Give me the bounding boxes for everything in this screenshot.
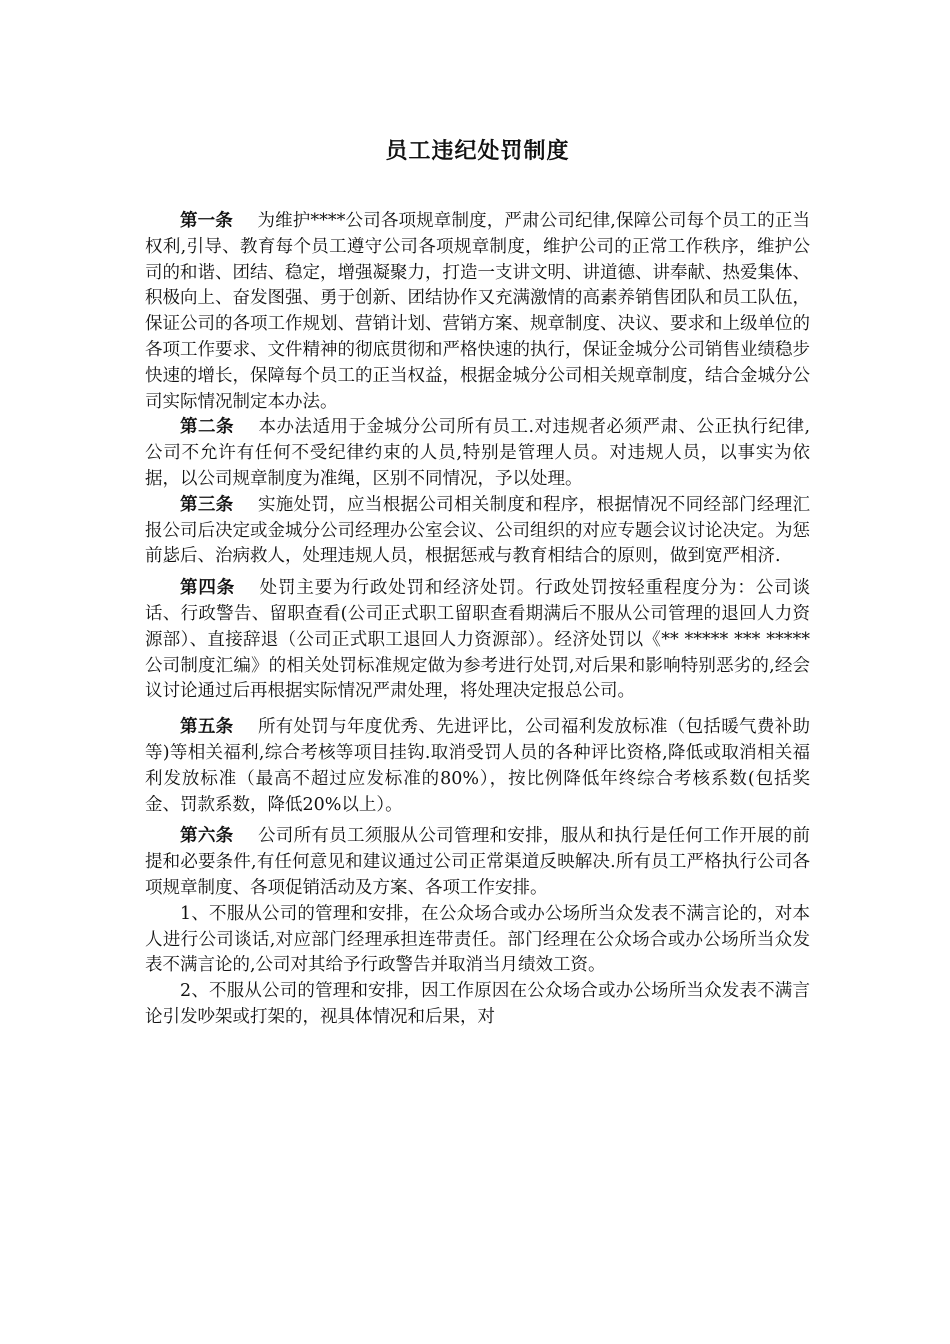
article-1 — [145, 209, 810, 415]
article-text: 处罚主要为行政处罚和经济处罚。行政处罚按轻重程度分为：公司谈话、行政警告、留职查看(公司正式职工留职查看期满后不服从公司管理的退回人力资源部）、直接辞退（公司正式职工退回人力资源部）。经济处罚以《** ***** *** *****公司制度汇编》的相关处罚标准规定做为参考进行处罚,对后果和影响特别恶劣的,经会议讨论通过后再根据实际情况严肃处理，将处理决定报总公司。 — [145, 578, 810, 702]
article-label: 第三条 — [180, 494, 234, 515]
article-label: 第五条 — [180, 717, 234, 738]
list-item-2: 2、不服从公司的管理和安排，因工作原因在公众场合或办公场所当众发表不满言论引发吵架或打架的，视具体情况和后果，对 — [145, 981, 810, 1027]
list-item-1: 1、不服从公司的管理和安排，在公众场合或办公场所当众发表不满言论的，对本人进行公司谈话,对应部门经理承担连带责任。部门经理在公众场合或办公场所当众发表不满言论的,公司对其给予行政警告并取消当月绩效工资。 — [145, 903, 810, 976]
article-label: 第四条 — [180, 578, 236, 599]
article-3 — [145, 493, 810, 570]
document-title: 员工违纪处罚制度 — [385, 138, 570, 164]
article-label: 第一条 — [180, 211, 233, 231]
article-label: 第二条 — [180, 417, 234, 438]
article-5 — [145, 715, 810, 818]
article-text: 实施处罚，应当根据公司相关制度和程序，根据情况不同经部门经理汇报公司后决定或金城分公司经理办公室会议、公司组织的对应专题会议讨论决定。为惩前毖后、治病救人，处理违规人员，根据惩戒与教育相结合的原则，做到宽严相济. — [145, 494, 811, 567]
article-text: 所有处罚与年度优秀、先进评比，公司福利发放标准（包括暖气费补助等)等相关福利,综合考核等项目挂钩.取消受罚人员的各种评比资格,降低或取消相关福利发放标准（最高不超过应发标准的80%），按比例降低年终综合考核系数(包括奖金、罚款系数，降低20%以上）。 — [145, 717, 811, 815]
article-label: 第六条 — [180, 826, 234, 847]
article-text: 为维护****公司各项规章制度，严肃公司纪律,保障公司每个员工的正当权利,引导、教育每个员工遵守公司各项规章制度，维护公司的正常工作秩序，维护公司的和谐、团结、稳定，增强凝聚力，打造一支讲文明、讲道德、讲奉献、热爱集体、积极向上、奋发图强、勇于创新、团结协作又充满激情的高素养销售团队和员工队伍，保证公司的各项工作规划、营销计划、营销方案、规章制度、决议、要求和上级单位的各项工作要求、文件精神的彻底贯彻和严格快速的执行，保证金城分公司销售业绩稳步快速的增长，保障每个员工的正当权益，根据金城分公司相关规章制度，结合金城分公司实际情况制定本办法。 — [145, 211, 811, 412]
article-4 — [145, 576, 810, 705]
article-text: 公司所有员工须服从公司管理和安排，服从和执行是任何工作开展的前提和必要条件,有任何意见和建议通过公司正常渠道反映解决.所有员工严格执行公司各项规章制度、各项促销活动及方案、各项工作安排。 — [145, 826, 811, 898]
document-page — [145, 120, 810, 1031]
article-6 — [145, 824, 810, 901]
article-text: 本办法适用于金城分公司所有员工.对违规者必须严肃、公正执行纪律,公司不允许有任何不受纪律约束的人员,特别是管理人员。对违规人员，以事实为依据，以公司规章制度为准绳，区别不同情况，予以处理。 — [145, 417, 811, 489]
article-2 — [145, 415, 810, 492]
